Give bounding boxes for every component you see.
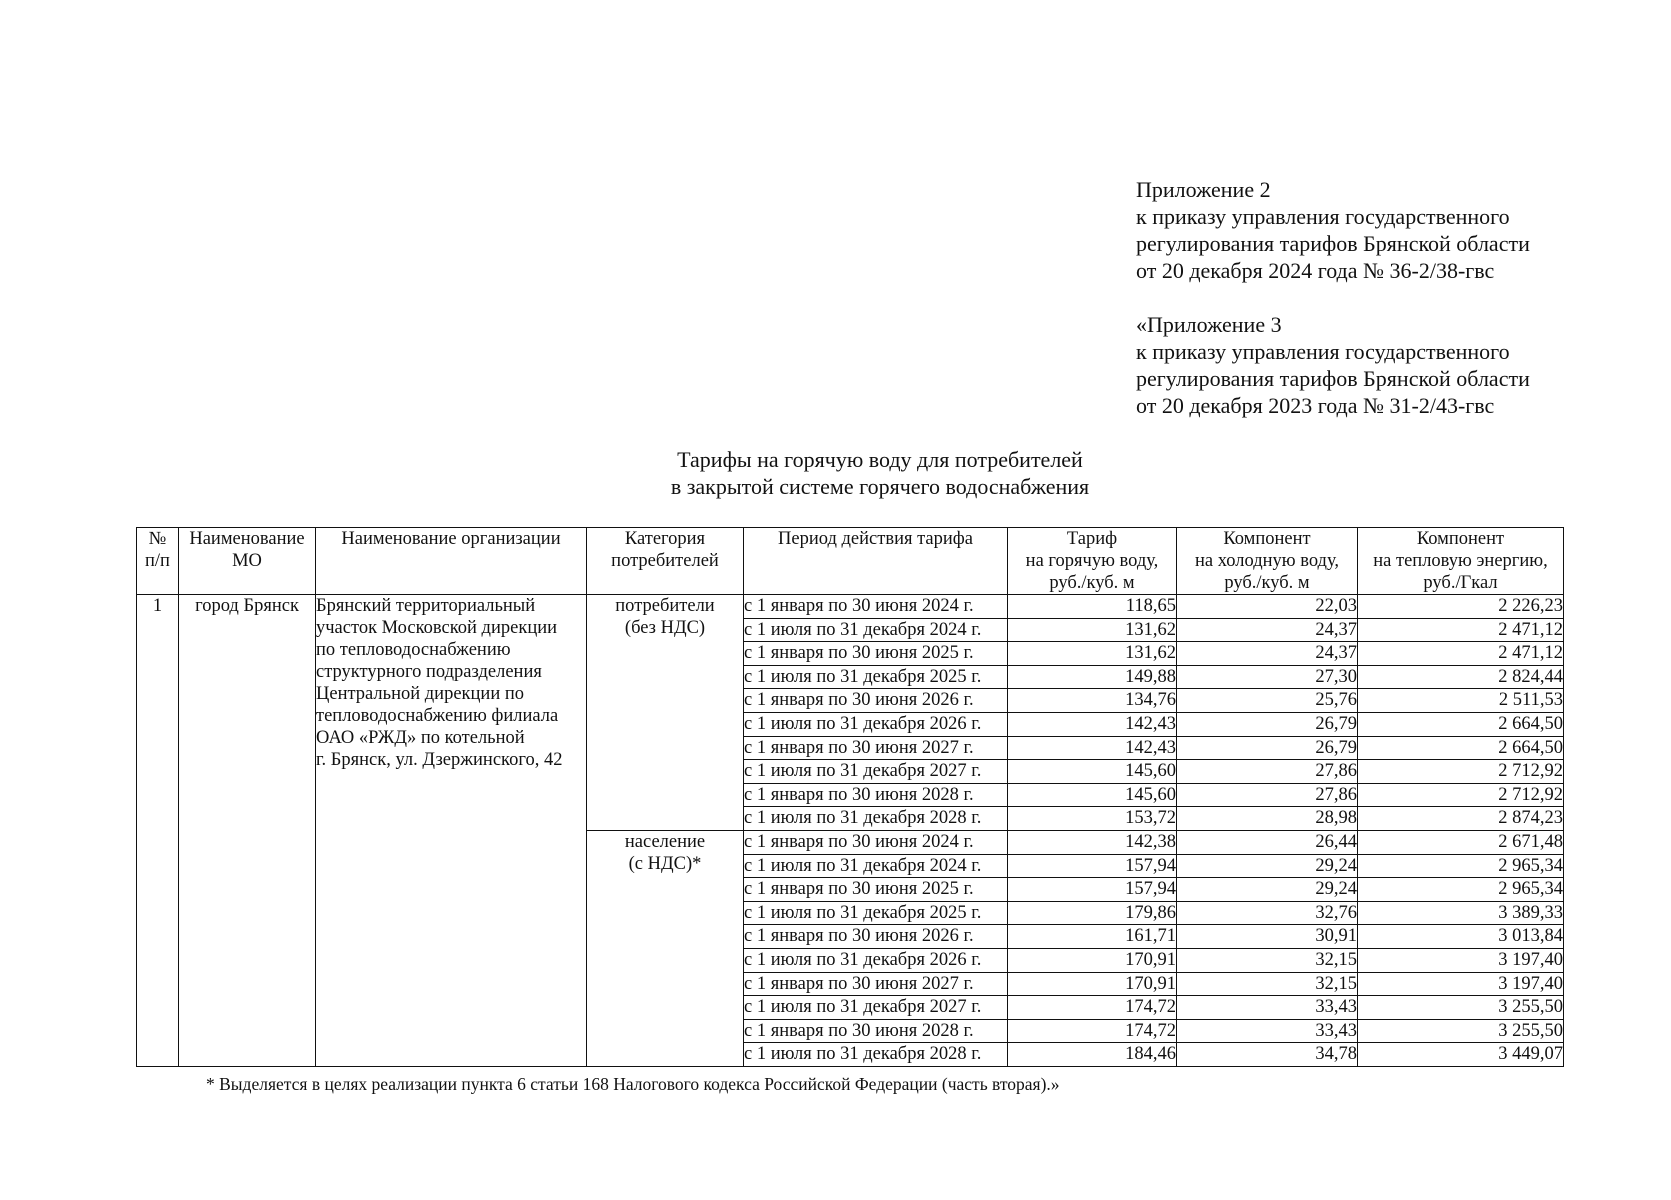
cell-cold-water-component: 32,76 bbox=[1177, 901, 1358, 925]
cell-period: с 1 января по 30 июня 2028 г. bbox=[744, 1019, 1008, 1043]
cell-period: с 1 июля по 31 декабря 2027 г. bbox=[744, 760, 1008, 784]
cell-period: с 1 июля по 31 декабря 2025 г. bbox=[744, 665, 1008, 689]
cell-tariff: 161,71 bbox=[1008, 925, 1177, 949]
cell-tariff: 153,72 bbox=[1008, 807, 1177, 831]
cell-tariff: 142,38 bbox=[1008, 830, 1177, 854]
cell-heat-energy-component: 2 664,50 bbox=[1358, 736, 1564, 760]
cell-heat-energy-component: 2 226,23 bbox=[1358, 595, 1564, 619]
category-line: население bbox=[624, 831, 706, 852]
cell-tariff: 142,43 bbox=[1008, 736, 1177, 760]
cell-heat-energy-component: 3 255,50 bbox=[1358, 1019, 1564, 1043]
cell-heat-energy-component: 2 471,12 bbox=[1358, 642, 1564, 666]
category-line: (без НДС) bbox=[624, 618, 706, 638]
header-cold-water-component: Компонент на холодную воду, руб./куб. м bbox=[1177, 528, 1358, 595]
title-line-1: Тарифы на горячую воду для потребителей bbox=[677, 447, 1083, 472]
title-line-2: в закрытой системе горячего водоснабжения bbox=[670, 474, 1090, 499]
cell-cold-water-component: 27,86 bbox=[1177, 760, 1358, 784]
cell-category bbox=[587, 830, 744, 1066]
header-period: Период действия тарифа bbox=[744, 528, 1008, 595]
cell-heat-energy-component: 3 449,07 bbox=[1358, 1043, 1564, 1067]
cell-heat-energy-component: 2 511,53 bbox=[1358, 689, 1564, 713]
cell-cold-water-component: 29,24 bbox=[1177, 878, 1358, 902]
cell-category bbox=[587, 595, 744, 831]
organization-line: Центральной дирекции по bbox=[316, 684, 524, 704]
cell-period: с 1 июля по 31 декабря 2026 г. bbox=[744, 948, 1008, 972]
cell-tariff: 174,72 bbox=[1008, 996, 1177, 1020]
cell-period: с 1 июля по 31 декабря 2027 г. bbox=[744, 996, 1008, 1020]
cell-heat-energy-component: 3 389,33 bbox=[1358, 901, 1564, 925]
cell-period: с 1 июля по 31 декабря 2028 г. bbox=[744, 1043, 1008, 1067]
cell-organization bbox=[316, 595, 587, 1067]
cell-period: с 1 января по 30 июня 2028 г. bbox=[744, 783, 1008, 807]
cell-tariff: 118,65 bbox=[1008, 595, 1177, 619]
cell-period: с 1 июля по 31 декабря 2026 г. bbox=[744, 712, 1008, 736]
organization-line: Брянский территориальный bbox=[316, 596, 536, 616]
cell-heat-energy-component: 2 671,48 bbox=[1358, 830, 1564, 854]
cell-tariff: 184,46 bbox=[1008, 1043, 1177, 1067]
header-mo: Наименование МО bbox=[179, 528, 316, 595]
cell-period: с 1 июля по 31 декабря 2025 г. bbox=[744, 901, 1008, 925]
cell-tariff: 145,60 bbox=[1008, 783, 1177, 807]
cell-tariff: 170,91 bbox=[1008, 948, 1177, 972]
cell-cold-water-component: 26,79 bbox=[1177, 736, 1358, 760]
cell-tariff: 157,94 bbox=[1008, 878, 1177, 902]
cell-cold-water-component: 33,43 bbox=[1177, 1019, 1358, 1043]
table-row bbox=[137, 595, 1564, 619]
header-tariff: Тариф на горячую воду, руб./куб. м bbox=[1008, 528, 1177, 595]
appendix-2-line: Приложение 2 bbox=[1136, 177, 1271, 202]
cell-heat-energy-component: 2 712,92 bbox=[1358, 783, 1564, 807]
cell-cold-water-component: 24,37 bbox=[1177, 642, 1358, 666]
document-title bbox=[0, 446, 1671, 500]
cell-period: с 1 июля по 31 декабря 2024 г. bbox=[744, 854, 1008, 878]
cell-mo: город Брянск bbox=[179, 595, 316, 1067]
cell-period: с 1 января по 30 июня 2026 г. bbox=[744, 925, 1008, 949]
cell-heat-energy-component: 3 255,50 bbox=[1358, 996, 1564, 1020]
cell-heat-energy-component: 2 965,34 bbox=[1358, 854, 1564, 878]
cell-cold-water-component: 24,37 bbox=[1177, 618, 1358, 642]
cell-period: с 1 июля по 31 декабря 2024 г. bbox=[744, 618, 1008, 642]
cell-tariff: 142,43 bbox=[1008, 712, 1177, 736]
appendix-2-reference bbox=[1136, 176, 1530, 284]
cell-period: с 1 января по 30 июня 2024 г. bbox=[744, 830, 1008, 854]
organization-line: по тепловодоснабжению bbox=[316, 640, 511, 660]
cell-cold-water-component: 32,15 bbox=[1177, 948, 1358, 972]
cell-cold-water-component: 33,43 bbox=[1177, 996, 1358, 1020]
cell-tariff: 170,91 bbox=[1008, 972, 1177, 996]
tariff-table bbox=[136, 527, 1564, 1067]
appendix-2-line: к приказу управления государственного bbox=[1136, 204, 1510, 229]
appendix-3-line: к приказу управления государственного bbox=[1136, 339, 1510, 364]
category-line: потребители bbox=[615, 596, 715, 616]
cell-period: с 1 января по 30 июня 2025 г. bbox=[744, 878, 1008, 902]
cell-period: с 1 января по 30 июня 2027 г. bbox=[744, 736, 1008, 760]
appendix-3-line: от 20 декабря 2023 года № 31-2/43-гвс bbox=[1136, 393, 1495, 418]
cell-heat-energy-component: 3 197,40 bbox=[1358, 972, 1564, 996]
cell-cold-water-component: 28,98 bbox=[1177, 807, 1358, 831]
cell-period: с 1 января по 30 июня 2025 г. bbox=[744, 642, 1008, 666]
cell-cold-water-component: 25,76 bbox=[1177, 689, 1358, 713]
cell-tariff: 179,86 bbox=[1008, 901, 1177, 925]
cell-cold-water-component: 26,44 bbox=[1177, 830, 1358, 854]
cell-period: с 1 июля по 31 декабря 2028 г. bbox=[744, 807, 1008, 831]
cell-tariff: 131,62 bbox=[1008, 642, 1177, 666]
cell-heat-energy-component: 2 712,92 bbox=[1358, 760, 1564, 784]
cell-tariff: 174,72 bbox=[1008, 1019, 1177, 1043]
cell-heat-energy-component: 2 664,50 bbox=[1358, 712, 1564, 736]
cell-cold-water-component: 26,79 bbox=[1177, 712, 1358, 736]
cell-cold-water-component: 34,78 bbox=[1177, 1043, 1358, 1067]
appendix-2-line: регулирования тарифов Брянской области bbox=[1136, 231, 1530, 256]
cell-period: с 1 января по 30 июня 2027 г. bbox=[744, 972, 1008, 996]
cell-tariff: 131,62 bbox=[1008, 618, 1177, 642]
cell-heat-energy-component: 2 471,12 bbox=[1358, 618, 1564, 642]
header-organization: Наименование организации bbox=[316, 528, 587, 595]
appendix-3-line: регулирования тарифов Брянской области bbox=[1136, 366, 1530, 391]
organization-line: ОАО «РЖД» по котельной bbox=[316, 728, 525, 748]
cell-tariff: 145,60 bbox=[1008, 760, 1177, 784]
table-header-row bbox=[137, 528, 1564, 595]
header-category: Категория потребителей bbox=[587, 528, 744, 595]
cell-cold-water-component: 27,86 bbox=[1177, 783, 1358, 807]
cell-heat-energy-component: 2 965,34 bbox=[1358, 878, 1564, 902]
cell-tariff: 134,76 bbox=[1008, 689, 1177, 713]
cell-period: с 1 января по 30 июня 2026 г. bbox=[744, 689, 1008, 713]
cell-cold-water-component: 30,91 bbox=[1177, 925, 1358, 949]
cell-cold-water-component: 32,15 bbox=[1177, 972, 1358, 996]
cell-tariff: 157,94 bbox=[1008, 854, 1177, 878]
appendix-3-line: «Приложение 3 bbox=[1136, 312, 1282, 337]
cell-period: с 1 января по 30 июня 2024 г. bbox=[744, 595, 1008, 619]
cell-cold-water-component: 29,24 bbox=[1177, 854, 1358, 878]
cell-heat-energy-component: 3 013,84 bbox=[1358, 925, 1564, 949]
cell-heat-energy-component: 2 824,44 bbox=[1358, 665, 1564, 689]
appendix-2-line: от 20 декабря 2024 года № 36-2/38-гвс bbox=[1136, 258, 1495, 283]
cell-heat-energy-component: 2 874,23 bbox=[1358, 807, 1564, 831]
header-num: № п/п bbox=[137, 528, 179, 595]
cell-heat-energy-component: 3 197,40 bbox=[1358, 948, 1564, 972]
organization-line: тепловодоснабжению филиала bbox=[316, 706, 559, 726]
footnote: * Выделяется в целях реализации пункта 6 статьи 168 Налогового кодекса Российской Федерации (часть вторая).» bbox=[206, 1074, 1060, 1094]
header-heat-energy-component: Компонент на тепловую энергию, руб./Гкал bbox=[1358, 528, 1564, 595]
cell-num: 1 bbox=[137, 595, 179, 1067]
cell-tariff: 149,88 bbox=[1008, 665, 1177, 689]
organization-line: г. Брянск, ул. Дзержинского, 42 bbox=[316, 750, 563, 770]
category-line: (с НДС)* bbox=[628, 853, 702, 874]
cell-cold-water-component: 27,30 bbox=[1177, 665, 1358, 689]
appendix-3-reference bbox=[1136, 311, 1530, 419]
organization-line: структурного подразделения bbox=[316, 662, 542, 682]
cell-cold-water-component: 22,03 bbox=[1177, 595, 1358, 619]
organization-line: участок Московской дирекции bbox=[316, 618, 558, 638]
